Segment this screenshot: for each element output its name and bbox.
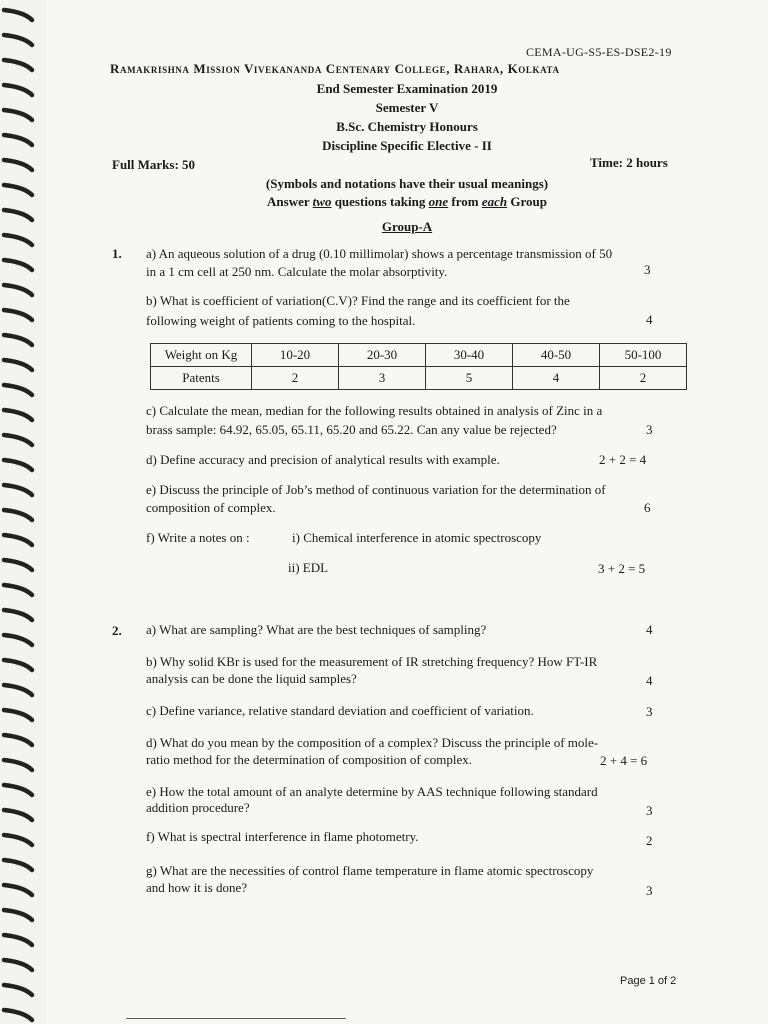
spiral-coil (4, 285, 32, 295)
spiral-coil (4, 1010, 32, 1020)
time-allowed: Time: 2 hours (590, 155, 668, 170)
q1f-item-ii: ii) EDL (288, 560, 329, 575)
spiral-coil (4, 435, 32, 445)
q2b-line2: analysis can be done the liquid samples? (146, 671, 357, 686)
spiral-coil (4, 685, 32, 695)
q1c-line1: c) Calculate the mean, median for the following results obtained in analysis of Zinc in a (146, 403, 603, 418)
marks: 3 + 2 = 5 (598, 561, 646, 576)
spiral-coil (4, 835, 32, 845)
q1b-line1: b) What is coefficient of variation(C.V)? Find the range and its coefficient for the (146, 293, 570, 308)
q1b-line2: following weight of patients coming to the hospital. (146, 313, 416, 328)
page-number: Page 1 of 2 (620, 975, 677, 987)
table-cell: 40-50 (513, 344, 600, 367)
patient-weight-table (150, 343, 687, 390)
q2g-line2: and how it is done? (146, 880, 248, 895)
divider (126, 1018, 346, 1019)
q2e-line2: addition procedure? (146, 800, 250, 815)
spiral-coil (4, 110, 32, 120)
marks: 6 (644, 500, 651, 515)
table-cell: 50-100 (600, 344, 687, 367)
spiral-coil (4, 935, 32, 945)
table-row (151, 367, 687, 390)
spiral-coil (4, 185, 32, 195)
spiral-coil (4, 360, 32, 370)
exam-title: End Semester Examination 2019 (316, 81, 498, 96)
spiral-coil (4, 335, 32, 345)
q1d-line1: d) Define accuracy and precision of analytical results with example. (146, 452, 500, 467)
paper-code: CEMA-UG-S5-ES-DSE2-19 (526, 45, 672, 59)
spiral-coil (4, 10, 32, 20)
q1a-line1: a) An aqueous solution of a drug (0.10 millimolar) shows a percentage transmission of 50 (146, 246, 613, 261)
marks: 2 (646, 833, 653, 848)
spiral-coil (4, 985, 32, 995)
spiral-coil (4, 610, 32, 620)
marks: 4 (646, 312, 653, 327)
q2b-line1: b) Why solid KBr is used for the measurement of IR stretching frequency? How FT-IR (146, 654, 598, 669)
spiral-coil (4, 485, 32, 495)
table-cell: 3 (339, 367, 426, 390)
marks: 4 (646, 622, 653, 637)
q1e-line1: e) Discuss the principle of Job’s method of continuous variation for the determination of (146, 482, 606, 497)
spiral-coil (4, 860, 32, 870)
spiral-coil (4, 810, 32, 820)
marks: 3 (646, 803, 653, 818)
question-number: 2. (112, 623, 122, 638)
paper-title: Discipline Specific Elective - II (322, 138, 492, 153)
course: B.Sc. Chemistry Honours (336, 119, 478, 134)
q1c-line2: brass sample: 64.92, 65.05, 65.11, 65.20 and 65.22. Can any value be rejected? (146, 422, 557, 437)
q1f-line1: f) Write a notes on : (146, 530, 250, 545)
spiral-coil (4, 210, 32, 220)
spiral-coil (4, 635, 32, 645)
instruction: Answer two questions taking one from each Group (267, 194, 547, 209)
table-cell: 2 (252, 367, 339, 390)
spiral-coil (4, 60, 32, 70)
spiral-coil (4, 960, 32, 970)
exam-paper (46, 0, 768, 1024)
spiral-coil (4, 760, 32, 770)
spiral-coil (4, 235, 32, 245)
spiral-coil (4, 35, 32, 45)
full-marks: Full Marks: 50 (112, 157, 196, 172)
table-cell: Patents (151, 367, 252, 390)
marks: 3 (646, 422, 653, 437)
spiral-coil (4, 710, 32, 720)
q1f-item-i: i) Chemical interference in atomic spectroscopy (292, 530, 542, 545)
marks: 3 (646, 704, 653, 719)
notation-note: (Symbols and notations have their usual meanings) (265, 176, 549, 191)
spiral-coil (4, 660, 32, 670)
marks: 2 + 2 = 4 (599, 452, 647, 467)
spiral-coil (4, 135, 32, 145)
college-name: Ramakrishna Mission Vivekananda Centenary College, Rahara, Kolkata (110, 61, 560, 76)
table-cell: 20-30 (339, 344, 426, 367)
marks: 2 + 4 = 6 (600, 753, 648, 768)
table-cell: 5 (426, 367, 513, 390)
table-row (151, 344, 687, 367)
spiral-coil (4, 310, 32, 320)
semester: Semester V (375, 100, 439, 115)
spiral-coil (4, 460, 32, 470)
marks: 4 (646, 673, 653, 688)
table-cell: 10-20 (252, 344, 339, 367)
spiral-coil (4, 910, 32, 920)
q2c-line1: c) Define variance, relative standard deviation and coefficient of variation. (146, 703, 534, 718)
q2g-line1: g) What are the necessities of control flame temperature in flame atomic spectroscopy (146, 863, 594, 878)
spiral-coil (4, 535, 32, 545)
marks: 3 (646, 883, 653, 898)
marks: 3 (644, 262, 651, 277)
spiral-coil (4, 785, 32, 795)
table-cell: 4 (513, 367, 600, 390)
spiral-coil (4, 735, 32, 745)
q2d-line2: ratio method for the determination of composition of complex. (146, 752, 473, 767)
spiral-coil (4, 410, 32, 420)
q1e-line2: composition of complex. (146, 500, 276, 515)
spiral-coil (4, 385, 32, 395)
spiral-coil (4, 260, 32, 270)
q1a-line2: in a 1 cm cell at 250 nm. Calculate the molar absorptivity. (146, 264, 448, 279)
q2e-line1: e) How the total amount of an analyte determine by AAS technique following standard (146, 784, 598, 799)
spiral-coil (4, 560, 32, 570)
group-heading: Group-A (381, 219, 433, 234)
question-number: 1. (112, 246, 122, 261)
spiral-coil (4, 885, 32, 895)
spiral-coil (4, 510, 32, 520)
spiral-coil (4, 160, 32, 170)
spiral-coil (4, 85, 32, 95)
table-cell: Weight on Kg (151, 344, 252, 367)
q2f-line1: f) What is spectral interference in flame photometry. (146, 829, 419, 844)
q2d-line1: d) What do you mean by the composition of a complex? Discuss the principle of mole- (146, 735, 599, 750)
table-cell: 2 (600, 367, 687, 390)
table-cell: 30-40 (426, 344, 513, 367)
spiral-binding (0, 0, 46, 1024)
q2a-line1: a) What are sampling? What are the best techniques of sampling? (146, 622, 487, 637)
spiral-coil (4, 585, 32, 595)
